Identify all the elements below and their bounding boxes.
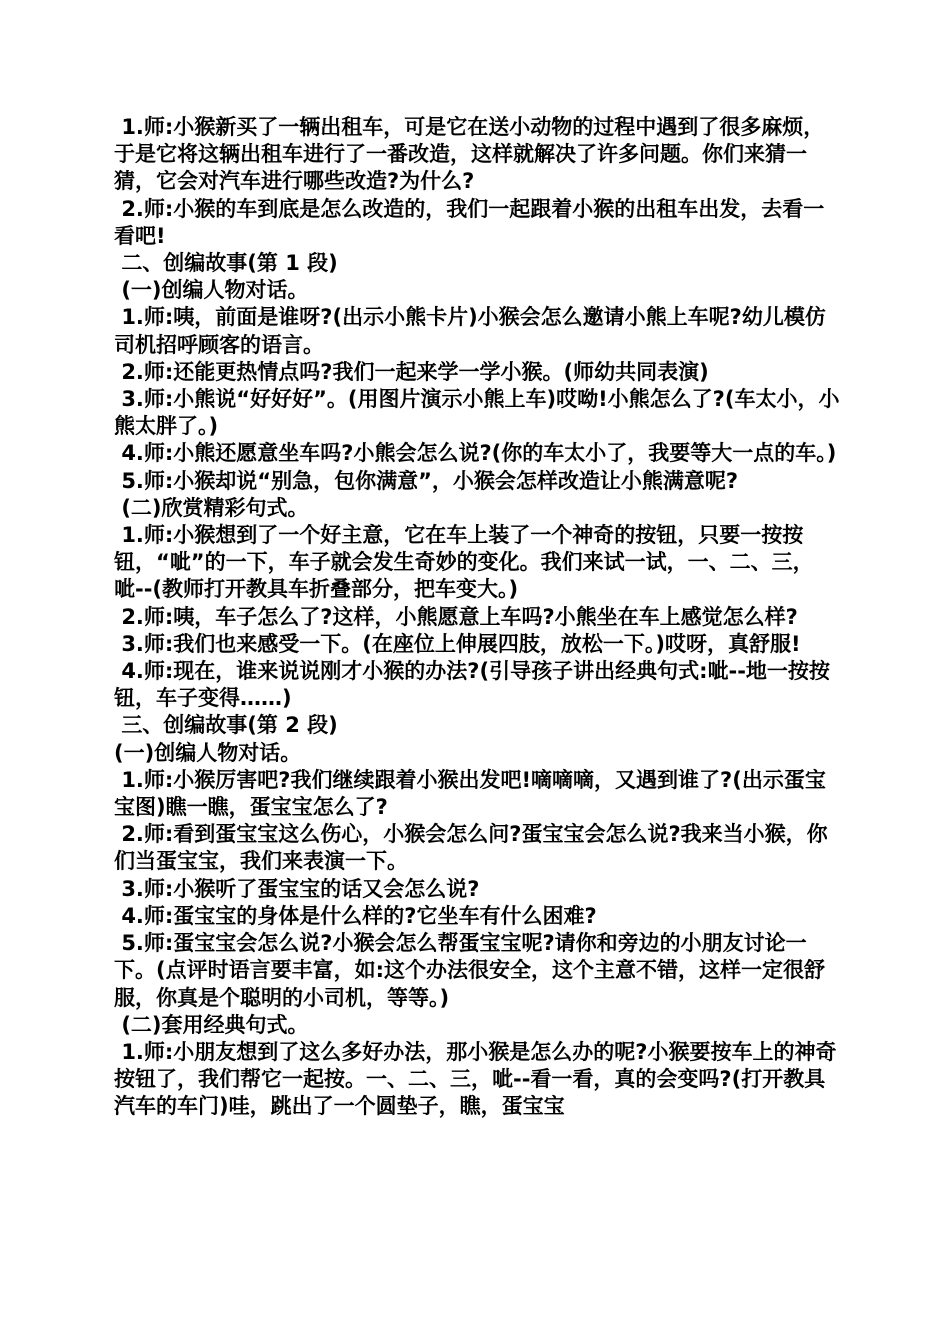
paragraph: 1.师:小朋友想到了这么多好办法，那小猴是怎么办的呢?小猴要按车上的神奇按钮了，我们帮它一起按。一、二、三，呲--看一看，真的会变吗?(打开教具汽车的车门)哇，跳出了一个圆垫子，瞧，蛋宝宝 [114, 1039, 837, 1119]
paragraph: 1.师:咦，前面是谁呀?(出示小熊卡片)小猴会怎么邀请小熊上车呢?幼儿模仿司机招呼顾客的语言。 [114, 305, 826, 357]
paragraph: 2.师:小猴的车到底是怎么改造的，我们一起跟着小猴的出租车出发，去看一看吧! [114, 196, 825, 248]
paragraph: 4.师:蛋宝宝的身体是什么样的?它坐车有什么困难? [114, 903, 597, 928]
paragraph: 2.师:看到蛋宝宝这么伤心，小猴会怎么问?蛋宝宝会怎么说?我来当小猴，你们当蛋宝宝，我们来表演一下。 [114, 822, 828, 874]
paragraph: 3.师:我们也来感受一下。(在座位上伸展四肢，放松一下。)哎呀，真舒服! [114, 631, 801, 656]
paragraph: 2.师:咦，车子怎么了?这样，小熊愿意上车吗?小熊坐在车上感觉怎么样? [114, 604, 798, 629]
paragraph: 4.师:小熊还愿意坐车吗?小熊会怎么说?(你的车太小了，我要等大一点的车。) [114, 441, 837, 466]
paragraph: 4.师:现在，谁来说说刚才小猴的办法?(引导孩子讲出经典句式:呲--地一按按钮，车子变得……) [114, 659, 830, 711]
subsection-heading: (二)欣赏精彩句式。 [114, 495, 309, 520]
paragraph: 1.师:小猴厉害吧?我们继续跟着小猴出发吧!嘀嘀嘀，又遇到谁了?(出示蛋宝宝图)瞧一瞧，蛋宝宝怎么了? [114, 767, 826, 820]
paragraph: 3.师:小熊说“好好好”。(用图片演示小熊上车)哎呦!小熊怎么了?(车太小，小熊太胖了。) [114, 387, 840, 439]
document-page [114, 114, 840, 1121]
paragraph: 5.师:小猴却说“别急，包你满意”，小猴会怎样改造让小熊满意呢? [114, 468, 739, 493]
section-heading: 二、创编故事(第 1 段) [114, 251, 338, 276]
paragraph: 1.师:小猴想到了一个好主意，它在车上装了一个神奇的按钮，只要一按按钮，“呲”的一下，车子就会发生奇妙的变化。我们来试一试，一、二、三，呲--(教师打开教具车折叠部分，把车变大。) [114, 523, 814, 602]
paragraph: 2.师:还能更热情点吗?我们一起来学一学小猴。(师幼共同表演) [114, 359, 709, 384]
section-heading: 三、创编故事(第 2 段) [114, 713, 338, 738]
paragraph: 5.师:蛋宝宝会怎么说?小猴会怎么帮蛋宝宝呢?请你和旁边的小朋友讨论一下。(点评时语言要丰富，如:这个办法很安全，这个主意不错，这样一定很舒服，你真是个聪明的小司机，等等。) [114, 931, 825, 1010]
subsection-heading: (一)创编人物对话。 [114, 278, 309, 303]
subsection-heading: (一)创编人物对话。 [114, 740, 302, 765]
subsection-heading: (二)套用经典句式。 [114, 1012, 309, 1037]
paragraph: 3.师:小猴听了蛋宝宝的话又会怎么说? [114, 876, 480, 901]
paragraph: 1.师:小猴新买了一辆出租车，可是它在送小动物的过程中遇到了很多麻烦，于是它将这辆出租车进行了一番改造，这样就解决了许多问题。你们来猜一猜，它会对汽车进行哪些改造?为什么? [114, 115, 825, 194]
